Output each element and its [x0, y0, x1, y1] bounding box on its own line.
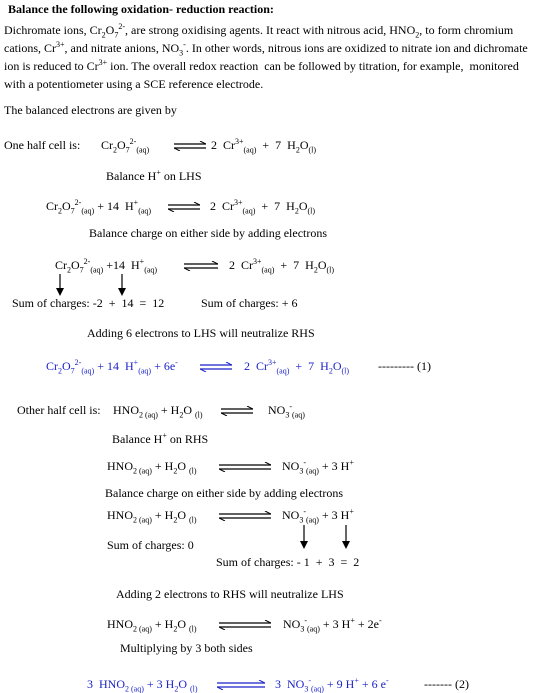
half2-charges-left: Sum of charges: 0	[107, 538, 194, 552]
half2-final-left: 3 $HNO_{2 (aq)} + 3$ $H_2O$ $_{(l)}$	[87, 677, 198, 693]
equilibrium-arrow-icon	[184, 261, 218, 271]
half1-final-left: $Cr_2O_7^{2-}_{(aq)} + 14$ $H^+_{(aq)} + 6e^-$	[46, 358, 178, 376]
half2-label: Other half cell is:	[17, 403, 101, 417]
half1-charges-right: Sum of charges: + 6	[201, 296, 298, 310]
half1-eq2-right: 2 $Cr^{3+}_{(aq)} + 7$ $H_2O_{(l)}$	[210, 198, 316, 216]
half1-charges-left: Sum of charges: -2 + 14 = 12	[12, 296, 165, 310]
down-arrow-icon	[300, 525, 308, 549]
equilibrium-arrow-icon	[200, 362, 232, 372]
half2-eq3-left: $HNO_{2 (aq)} + H_2O$ $_{(l)}$	[107, 508, 197, 525]
equilibrium-arrow-icon	[168, 202, 200, 212]
equation-number-1: --------- (1)	[378, 359, 431, 373]
half2-final-right: 3 $NO_3^-_{(aq)} + 9$ H+ + 6 e-	[275, 676, 389, 693]
balanced-intro: The balanced electrons are given by	[4, 103, 177, 117]
half2-step1: Balance H+ on RHS	[112, 431, 209, 446]
half1-eq2-left: $Cr_2O_7^{2-}_{(aq)} + 14$ $H^+_{(aq)}$	[46, 198, 152, 216]
equilibrium-arrow-icon	[217, 680, 265, 690]
intro-line-4: with a potentiometer using a SCE reference electrode.	[4, 77, 264, 91]
half1-final-right: 2 $Cr^{3+}_{(aq)} + 7$ $H_2O_{(l)}$	[244, 358, 350, 376]
half1-step1: Balance H+ on LHS	[106, 168, 202, 183]
half1-eq3-left: $Cr_2O_7^{2-}_{(aq)} +14$ $H^+_{(aq)}$	[55, 257, 158, 275]
equilibrium-arrow-icon	[221, 406, 253, 416]
half2-eq3-right: $NO_3^-_{(aq)} + 3$ H+	[282, 507, 354, 525]
half2-charges-right: Sum of charges: - 1 + 3 = 2	[216, 555, 360, 569]
page-title: Balance the following oxidation- reduction reaction:	[8, 2, 274, 16]
half2-step3: Adding 2 electrons to RHS will neutralize LHS	[116, 587, 344, 601]
equilibrium-arrow-icon	[219, 462, 271, 472]
equilibrium-arrow-icon	[219, 511, 271, 521]
half1-step3: Adding 6 electrons to LHS will neutralize RHS	[87, 326, 315, 340]
half2-step2: Balance charge on either side by adding electrons	[105, 486, 344, 500]
equation-number-2: ------- (2)	[424, 677, 469, 691]
equilibrium-arrow-icon	[174, 141, 206, 151]
half2-eq2-right: $NO_3^-_{(aq)} + 3$ H+	[282, 458, 354, 476]
half1-label: One half cell is:	[4, 138, 81, 152]
half1-step2: Balance charge on either side by adding electrons	[89, 226, 328, 240]
half2-eq4-right: $NO_3^-_{(aq)} + 3$ H+ + 2e-	[283, 616, 382, 634]
half2-eq-left: $HNO_{2 (aq)} + H_2O$ $_{(l)}$	[113, 403, 203, 420]
half2-eq2-left: $HNO_{2 (aq)} + H_2O$ $_{(l)}$	[107, 459, 197, 476]
down-arrow-icon	[56, 274, 64, 296]
half1-eq3-right: 2 $Cr^{3+}_{(aq)} + 7$ $H_2O_{(l)}$	[229, 257, 335, 275]
intro-line-1: Dichromate ions, $Cr_2O_7^{2-}$, are strong oxidising agents. It react with nitrous acid, $HNO_2$, to form chromium	[4, 22, 514, 40]
half2-eq4-left: $HNO_{2 (aq)} + H_2O$ $_{(l)}$	[107, 617, 197, 634]
half1-eq-right: 2 $Cr^{3+}_{(aq)} + 7$ $H_2O_{(l)}$	[211, 137, 317, 155]
down-arrow-icon	[118, 274, 126, 296]
half1-eq-left: $Cr_2O_7^{2-}_{(aq)}$	[101, 137, 150, 155]
equilibrium-arrow-icon	[219, 620, 271, 630]
down-arrow-icon	[342, 525, 350, 549]
intro-line-2: cations, $Cr^{3+}$, and nitrate anions, $NO_3^-$. In other words, nitrous ions are oxidized to nitrate ion and dichromate	[4, 40, 528, 58]
half2-step4: Multiplying by 3 both sides	[120, 641, 253, 655]
half2-eq-right: $NO_3^-_{(aq)}$	[268, 402, 305, 420]
intro-line-3: ion is reduced to $Cr^{3+}$ ion. The overall redox reaction can be followed by titration, for example, monitored	[4, 58, 519, 73]
